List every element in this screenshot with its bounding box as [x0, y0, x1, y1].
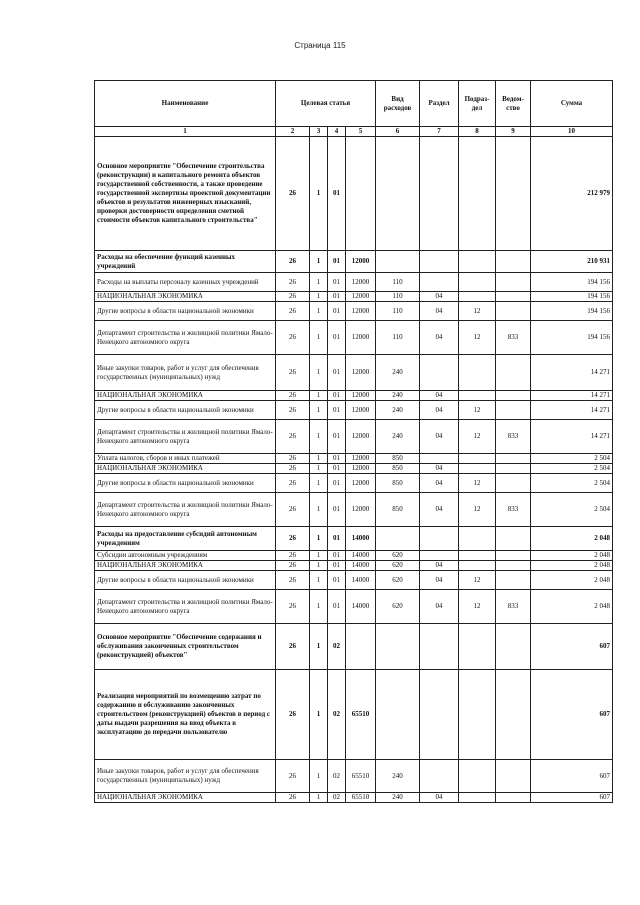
cell-name: НАЦИОНАЛЬНАЯ ЭКОНОМИКА — [95, 391, 276, 401]
cell-subsection — [459, 137, 496, 251]
cell-subprogram: 1 — [310, 760, 328, 793]
cell-subprogram: 1 — [310, 551, 328, 561]
header-target: Целевая статья — [276, 81, 376, 127]
cell-direction: 12000 — [346, 474, 376, 493]
cell-section: 04 — [420, 420, 459, 454]
cell-direction: 14000 — [346, 527, 376, 551]
cell-name: Расходы на предоставление субсидий автономным учреждениям — [95, 527, 276, 551]
cell-expense-type: 240 — [376, 793, 420, 803]
cell-subsection — [459, 391, 496, 401]
cell-expense-type — [376, 251, 420, 273]
cell-subsection — [459, 251, 496, 273]
cell-section — [420, 527, 459, 551]
cell-subprogram: 1 — [310, 420, 328, 454]
cell-section: 04 — [420, 302, 459, 321]
table-row — [95, 321, 613, 355]
cell-direction: 12000 — [346, 454, 376, 464]
cell-program: 26 — [276, 292, 310, 302]
cell-event: 01 — [328, 251, 346, 273]
cell-subsection — [459, 793, 496, 803]
cell-program: 26 — [276, 590, 310, 624]
table-row — [95, 793, 613, 803]
cell-subprogram: 1 — [310, 321, 328, 355]
cell-subsection — [459, 760, 496, 793]
cell-direction — [346, 624, 376, 670]
column-number: 5 — [346, 127, 376, 137]
cell-amount: 2 504 — [531, 464, 613, 474]
cell-subprogram: 1 — [310, 401, 328, 420]
cell-name: Департамент строительства и жилищной политики Ямало-Ненецкого автономного округа — [95, 420, 276, 454]
cell-department — [496, 273, 531, 292]
cell-program: 26 — [276, 355, 310, 391]
cell-subprogram: 1 — [310, 474, 328, 493]
cell-program: 26 — [276, 670, 310, 760]
cell-name: Другие вопросы в области национальной экономики — [95, 474, 276, 493]
cell-department — [496, 624, 531, 670]
table-row — [95, 624, 613, 670]
cell-direction: 12000 — [346, 302, 376, 321]
cell-name: Департамент строительства и жилищной политики Ямало-Ненецкого автономного округа — [95, 590, 276, 624]
cell-amount: 2 504 — [531, 493, 613, 527]
cell-program: 26 — [276, 137, 310, 251]
cell-section — [420, 273, 459, 292]
cell-expense-type: 620 — [376, 590, 420, 624]
cell-program: 26 — [276, 527, 310, 551]
cell-subsection: 12 — [459, 590, 496, 624]
cell-direction — [346, 137, 376, 251]
column-number: 8 — [459, 127, 496, 137]
cell-expense-type: 620 — [376, 571, 420, 590]
cell-section: 04 — [420, 590, 459, 624]
cell-event: 01 — [328, 401, 346, 420]
cell-department — [496, 292, 531, 302]
cell-event: 01 — [328, 273, 346, 292]
header-subsection: Подраз-дел — [459, 81, 496, 127]
cell-subprogram: 1 — [310, 273, 328, 292]
cell-program: 26 — [276, 454, 310, 464]
cell-amount: 14 271 — [531, 420, 613, 454]
header-section: Раздел — [420, 81, 459, 127]
cell-amount: 194 156 — [531, 321, 613, 355]
cell-subprogram: 1 — [310, 137, 328, 251]
cell-name: Основное мероприятие "Обеспечение содержания и обслуживания законченных строительством (реконструкцией) объектов" — [95, 624, 276, 670]
cell-subprogram: 1 — [310, 793, 328, 803]
cell-section — [420, 624, 459, 670]
table-row — [95, 292, 613, 302]
cell-subsection — [459, 355, 496, 391]
cell-amount: 2 048 — [531, 551, 613, 561]
cell-expense-type — [376, 137, 420, 251]
cell-subprogram: 1 — [310, 454, 328, 464]
cell-subsection — [459, 292, 496, 302]
cell-subprogram: 1 — [310, 251, 328, 273]
cell-amount: 210 931 — [531, 251, 613, 273]
cell-event: 02 — [328, 624, 346, 670]
cell-department — [496, 760, 531, 793]
cell-department — [496, 391, 531, 401]
cell-subsection: 12 — [459, 302, 496, 321]
header-name: Наименование — [95, 81, 276, 127]
cell-subprogram: 1 — [310, 670, 328, 760]
cell-event: 01 — [328, 355, 346, 391]
cell-subprogram: 1 — [310, 464, 328, 474]
cell-department — [496, 401, 531, 420]
cell-amount: 194 156 — [531, 302, 613, 321]
cell-subsection: 12 — [459, 474, 496, 493]
cell-name: Другие вопросы в области национальной экономики — [95, 302, 276, 321]
cell-direction: 12000 — [346, 273, 376, 292]
cell-program: 26 — [276, 493, 310, 527]
table-row — [95, 493, 613, 527]
cell-section: 04 — [420, 561, 459, 571]
cell-direction: 12000 — [346, 493, 376, 527]
cell-event: 01 — [328, 464, 346, 474]
cell-section: 04 — [420, 401, 459, 420]
cell-event: 01 — [328, 321, 346, 355]
cell-program: 26 — [276, 321, 310, 355]
cell-name: Департамент строительства и жилищной политики Ямало-Ненецкого автономного округа — [95, 321, 276, 355]
cell-department — [496, 571, 531, 590]
cell-direction: 65510 — [346, 670, 376, 760]
cell-direction: 14000 — [346, 561, 376, 571]
budget-table — [94, 80, 613, 803]
cell-program: 26 — [276, 793, 310, 803]
cell-section: 04 — [420, 292, 459, 302]
cell-subsection: 12 — [459, 401, 496, 420]
header-expense-type: Вид расходов — [376, 81, 420, 127]
header-row — [95, 81, 613, 127]
cell-expense-type: 240 — [376, 760, 420, 793]
cell-amount: 212 979 — [531, 137, 613, 251]
cell-subsection — [459, 464, 496, 474]
table-row — [95, 590, 613, 624]
cell-amount: 194 156 — [531, 292, 613, 302]
cell-department — [496, 464, 531, 474]
header-department: Ведом-ство — [496, 81, 531, 127]
table-row — [95, 302, 613, 321]
cell-event: 01 — [328, 474, 346, 493]
cell-subprogram: 1 — [310, 571, 328, 590]
table-row — [95, 355, 613, 391]
cell-expense-type: 850 — [376, 474, 420, 493]
cell-subprogram: 1 — [310, 590, 328, 624]
cell-department — [496, 793, 531, 803]
page-header: Страница 115 — [294, 41, 346, 50]
cell-expense-type: 240 — [376, 391, 420, 401]
cell-section: 04 — [420, 493, 459, 527]
table-row — [95, 670, 613, 760]
cell-expense-type: 110 — [376, 302, 420, 321]
cell-expense-type: 240 — [376, 355, 420, 391]
cell-department — [496, 302, 531, 321]
cell-section — [420, 760, 459, 793]
table-row — [95, 474, 613, 493]
cell-department — [496, 561, 531, 571]
cell-amount: 2 048 — [531, 590, 613, 624]
cell-direction: 12000 — [346, 464, 376, 474]
cell-section: 04 — [420, 571, 459, 590]
cell-expense-type — [376, 670, 420, 760]
cell-department — [496, 551, 531, 561]
cell-subprogram: 1 — [310, 355, 328, 391]
table-row — [95, 527, 613, 551]
cell-amount: 194 156 — [531, 273, 613, 292]
cell-program: 26 — [276, 273, 310, 292]
cell-department: 833 — [496, 590, 531, 624]
cell-expense-type: 110 — [376, 273, 420, 292]
cell-amount: 607 — [531, 760, 613, 793]
cell-subsection — [459, 670, 496, 760]
cell-direction: 14000 — [346, 590, 376, 624]
cell-department — [496, 251, 531, 273]
cell-section — [420, 251, 459, 273]
column-number: 2 — [276, 127, 310, 137]
cell-direction: 65510 — [346, 760, 376, 793]
cell-expense-type: 850 — [376, 464, 420, 474]
cell-department — [496, 454, 531, 464]
cell-expense-type: 240 — [376, 401, 420, 420]
cell-name: Основное мероприятие "Обеспечение строительства (реконструкции) и капитального ремонта объектов государственной собственности, а также проведение государственной экспертизы проектной документации объектов и результатов инженерных изысканий, проверки достоверности определения сметной стоимости объектов капитального строительства" — [95, 137, 276, 251]
cell-event: 01 — [328, 527, 346, 551]
cell-program: 26 — [276, 571, 310, 590]
cell-subsection — [459, 454, 496, 464]
cell-name: НАЦИОНАЛЬНАЯ ЭКОНОМИКА — [95, 464, 276, 474]
cell-direction: 14000 — [346, 571, 376, 590]
table-row — [95, 251, 613, 273]
cell-event: 01 — [328, 292, 346, 302]
cell-event: 01 — [328, 561, 346, 571]
cell-direction: 12000 — [346, 321, 376, 355]
cell-event: 01 — [328, 590, 346, 624]
cell-name: Реализация мероприятий по возмещению затрат по содержанию и обслуживанию законченных строительством (реконструкцией) объектов в период с даты выдачи разрешения на ввод объекта в эксплуатацию до передачи пользователю — [95, 670, 276, 760]
cell-name: Иные закупки товаров, работ и услуг для обеспечения государственных (муниципальных) нужд — [95, 355, 276, 391]
column-number: 9 — [496, 127, 531, 137]
cell-name: Уплата налогов, сборов и иных платежей — [95, 454, 276, 464]
cell-expense-type: 240 — [376, 420, 420, 454]
cell-subsection — [459, 273, 496, 292]
cell-direction: 12000 — [346, 401, 376, 420]
cell-event: 01 — [328, 551, 346, 561]
cell-expense-type — [376, 624, 420, 670]
cell-department — [496, 670, 531, 760]
table-row — [95, 420, 613, 454]
cell-subprogram: 1 — [310, 624, 328, 670]
cell-name: Департамент строительства и жилищной политики Ямало-Ненецкого автономного округа — [95, 493, 276, 527]
cell-program: 26 — [276, 474, 310, 493]
header-amount: Сумма — [531, 81, 613, 127]
cell-program: 26 — [276, 561, 310, 571]
cell-amount: 14 271 — [531, 355, 613, 391]
table-row — [95, 273, 613, 292]
table-row — [95, 464, 613, 474]
cell-event: 01 — [328, 137, 346, 251]
table-row — [95, 571, 613, 590]
cell-amount: 2 504 — [531, 454, 613, 464]
cell-name: Другие вопросы в области национальной экономики — [95, 401, 276, 420]
cell-event: 02 — [328, 793, 346, 803]
column-number: 4 — [328, 127, 346, 137]
cell-subsection: 12 — [459, 493, 496, 527]
cell-expense-type: 850 — [376, 493, 420, 527]
cell-program: 26 — [276, 464, 310, 474]
cell-section — [420, 670, 459, 760]
cell-subsection: 12 — [459, 321, 496, 355]
cell-direction: 14000 — [346, 551, 376, 561]
cell-subprogram: 1 — [310, 561, 328, 571]
cell-subsection — [459, 624, 496, 670]
cell-subsection: 12 — [459, 571, 496, 590]
table-body — [95, 137, 613, 803]
cell-subprogram: 1 — [310, 302, 328, 321]
cell-direction: 12000 — [346, 420, 376, 454]
cell-event: 01 — [328, 454, 346, 464]
column-number-row — [95, 127, 613, 137]
cell-subsection — [459, 561, 496, 571]
cell-program: 26 — [276, 420, 310, 454]
cell-subprogram: 1 — [310, 493, 328, 527]
cell-name: Другие вопросы в области национальной экономики — [95, 571, 276, 590]
cell-program: 26 — [276, 251, 310, 273]
cell-section — [420, 551, 459, 561]
cell-program: 26 — [276, 391, 310, 401]
cell-subprogram: 1 — [310, 391, 328, 401]
cell-event: 01 — [328, 420, 346, 454]
table-row — [95, 401, 613, 420]
cell-event: 01 — [328, 391, 346, 401]
cell-subprogram: 1 — [310, 527, 328, 551]
cell-amount: 2 048 — [531, 571, 613, 590]
cell-department: 833 — [496, 420, 531, 454]
cell-name: НАЦИОНАЛЬНАЯ ЭКОНОМИКА — [95, 292, 276, 302]
cell-subprogram: 1 — [310, 292, 328, 302]
column-number: 6 — [376, 127, 420, 137]
cell-section — [420, 454, 459, 464]
cell-name: Расходы на выплаты персоналу казенных учреждений — [95, 273, 276, 292]
cell-program: 26 — [276, 401, 310, 420]
table-row — [95, 561, 613, 571]
cell-program: 26 — [276, 551, 310, 561]
cell-amount: 607 — [531, 793, 613, 803]
table-row — [95, 454, 613, 464]
cell-section — [420, 137, 459, 251]
cell-subsection — [459, 527, 496, 551]
cell-event: 01 — [328, 493, 346, 527]
cell-amount: 607 — [531, 670, 613, 760]
cell-direction: 65510 — [346, 793, 376, 803]
column-number: 7 — [420, 127, 459, 137]
table-row — [95, 391, 613, 401]
cell-department — [496, 355, 531, 391]
cell-program: 26 — [276, 760, 310, 793]
cell-expense-type — [376, 527, 420, 551]
cell-section: 04 — [420, 464, 459, 474]
cell-expense-type: 620 — [376, 551, 420, 561]
cell-direction: 12000 — [346, 355, 376, 391]
cell-section: 04 — [420, 474, 459, 493]
cell-amount: 2 048 — [531, 527, 613, 551]
cell-department — [496, 527, 531, 551]
cell-direction: 12000 — [346, 251, 376, 273]
cell-event: 02 — [328, 760, 346, 793]
cell-department — [496, 137, 531, 251]
cell-subsection: 12 — [459, 420, 496, 454]
cell-expense-type: 110 — [376, 292, 420, 302]
cell-department — [496, 474, 531, 493]
cell-expense-type: 110 — [376, 321, 420, 355]
cell-program: 26 — [276, 302, 310, 321]
cell-amount: 14 271 — [531, 401, 613, 420]
cell-event: 02 — [328, 670, 346, 760]
cell-amount: 2 504 — [531, 474, 613, 493]
cell-department: 833 — [496, 321, 531, 355]
cell-amount: 14 271 — [531, 391, 613, 401]
cell-section — [420, 355, 459, 391]
cell-subsection — [459, 551, 496, 561]
table-row — [95, 551, 613, 561]
column-number: 10 — [531, 127, 613, 137]
cell-expense-type: 850 — [376, 454, 420, 464]
cell-expense-type: 620 — [376, 561, 420, 571]
cell-section: 04 — [420, 321, 459, 355]
cell-event: 01 — [328, 302, 346, 321]
cell-program: 26 — [276, 624, 310, 670]
cell-amount: 607 — [531, 624, 613, 670]
cell-name: Иные закупки товаров, работ и услуг для обеспечения государственных (муниципальных) нужд — [95, 760, 276, 793]
cell-direction: 12000 — [346, 292, 376, 302]
table-row — [95, 137, 613, 251]
cell-name: НАЦИОНАЛЬНАЯ ЭКОНОМИКА — [95, 561, 276, 571]
cell-name: Субсидии автономным учреждениям — [95, 551, 276, 561]
cell-section: 04 — [420, 793, 459, 803]
cell-name: Расходы на обеспечение функций казенных учреждений — [95, 251, 276, 273]
cell-section: 04 — [420, 391, 459, 401]
table-row — [95, 760, 613, 793]
cell-department: 833 — [496, 493, 531, 527]
cell-amount: 2 048 — [531, 561, 613, 571]
cell-name: НАЦИОНАЛЬНАЯ ЭКОНОМИКА — [95, 793, 276, 803]
cell-direction: 12000 — [346, 391, 376, 401]
column-number: 3 — [310, 127, 328, 137]
cell-event: 01 — [328, 571, 346, 590]
column-number: 1 — [95, 127, 276, 137]
